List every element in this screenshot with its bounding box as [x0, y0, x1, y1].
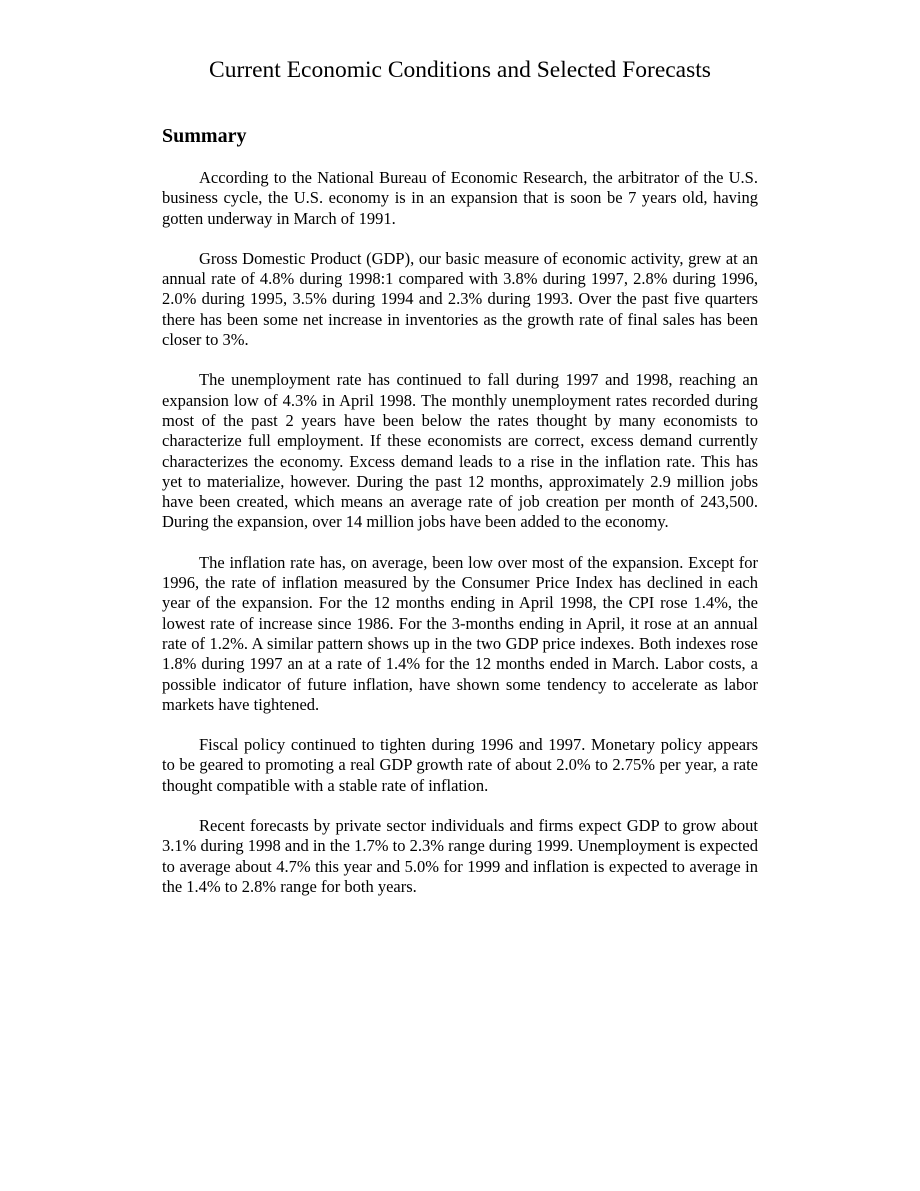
summary-body — [162, 168, 758, 917]
paragraph-inflation: The inflation rate has, on average, been low over most of the expansion. Except for 1996, the rate of inflation measured by the Consumer Price Index has declined in each year of the expansion. For the 12 months ending in April 1998, the CPI rose 1.4%, the lowest rate of increase since 1986. For the 3-months ending in April, it rose at an annual rate of 1.2%. A similar pattern shows up in the two GDP price indexes. Both indexes rose 1.8% during 1997 an at a rate of 1.4% for the 12 months ended in March. Labor costs, a possible indicator of future inflation, have shown some tendency to accelerate as labor markets have tightened. — [162, 552, 758, 714]
paragraph-forecasts: Recent forecasts by private sector individuals and firms expect GDP to grow about 3.1% during 1998 and in the 1.7% to 2.3% range during 1999. Unemployment is expected to average about 4.7% this year and 5.0% for 1999 and inflation is expected to average in the 1.4% to 2.8% range for both years. — [162, 816, 758, 896]
document-title: Current Economic Conditions and Selected Forecasts — [209, 57, 711, 83]
paragraph-unemployment: The unemployment rate has continued to fall during 1997 and 1998, reaching an expansion low of 4.3% in April 1998. The monthly unemployment rates recorded during most of the past 2 years have been below the rates thought by many economists to characterize full employment. If these economists are correct, excess demand currently characterizes the economy. Excess demand leads to a rise in the inflation rate. This has yet to materialize, however. During the past 12 months, approximately 2.9 million jobs have been created, which means an average rate of job creation per month of 243,500. During the expansion, over 14 million jobs have been added to the economy. — [162, 370, 758, 532]
paragraph-business-cycle: According to the National Bureau of Economic Research, the arbitrator of the U.S. business cycle, the U.S. economy is in an expansion that is soon be 7 years old, having gotten underway in March of 1991. — [162, 168, 758, 228]
section-heading-summary: Summary — [162, 125, 247, 147]
paragraph-policy: Fiscal policy continued to tighten during 1996 and 1997. Monetary policy appears to be geared to promoting a real GDP growth rate of about 2.0% to 2.75% per year, a rate thought compatible with a stable rate of inflation. — [162, 735, 758, 795]
paragraph-gdp: Gross Domestic Product (GDP), our basic measure of economic activity, grew at an annual rate of 4.8% during 1998:1 compared with 3.8% during 1997, 2.8% during 1996, 2.0% during 1995, 3.5% during 1994 and 2.3% during 1993. Over the past five quarters there has been some net increase in inventories as the growth rate of final sales has been closer to 3%. — [162, 248, 758, 350]
